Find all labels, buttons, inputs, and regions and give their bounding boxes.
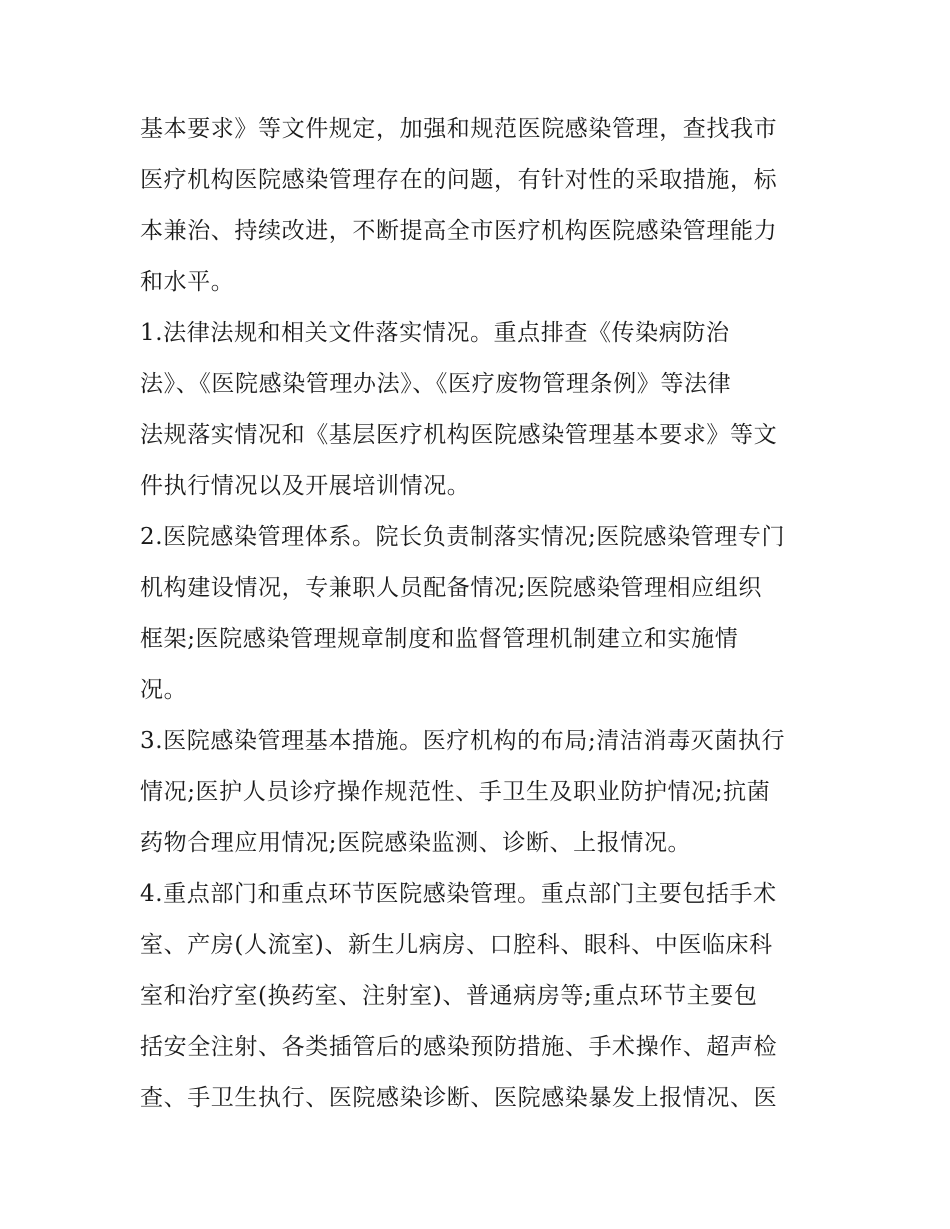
text-line: 基本要求》等文件规定，加强和规范医院感染管理，查找我市: [140, 116, 778, 142]
text-line: 括安全注射、各类插管后的感染预防措施、手术操作、超声检: [140, 1034, 778, 1060]
section-3-heading-line: 3.医院感染管理基本措施。医疗机构的布局;清洁消毒灭菌执行: [140, 728, 786, 754]
text-line: 药物合理应用情况;医院感染监测、诊断、上报情况。: [140, 830, 692, 856]
text-line: 况。: [140, 677, 188, 703]
text-line: 和水平。: [140, 269, 235, 295]
section-4-heading-line: 4.重点部门和重点环节医院感染管理。重点部门主要包括手术: [140, 881, 777, 907]
text-line: 情况;医护人员诊疗操作规范性、手卫生及职业防护情况;抗菌: [140, 779, 771, 805]
text-line: 室、产房(人流室)、新生儿病房、口腔科、眼科、中医临床科: [140, 932, 773, 958]
text-line: 法》、《医院感染管理办法》、《医疗废物管理条例》等法律: [140, 371, 732, 397]
text-line: 法规落实情况和《基层医疗机构医院感染管理基本要求》等文: [140, 422, 778, 448]
section-1-heading-line: 1.法律法规和相关文件落实情况。重点排查《传染病防治: [140, 320, 730, 346]
document-body: [140, 104, 820, 1124]
text-line: 本兼治、持续改进，不断提高全市医疗机构医院感染管理能力: [140, 218, 778, 244]
text-line: 框架;医院感染管理规章制度和监督管理机制建立和实施情: [140, 626, 739, 652]
text-line: 件执行情况以及开展培训情况。: [140, 473, 471, 499]
text-line: 医疗机构医院感染管理存在的问题，有针对性的采取措施，标: [140, 167, 778, 193]
text-line: 机构建设情况，专兼职人员配备情况;医院感染管理相应组织: [140, 575, 762, 601]
text-line: 查、手卫生执行、医院感染诊断、医院感染暴发上报情况、医: [140, 1085, 778, 1111]
text-line: 室和治疗室(换药室、注射室)、普通病房等;重点环节主要包: [140, 983, 758, 1009]
section-2-heading-line: 2.医院感染管理体系。院长负责制落实情况;医院感染管理专门: [140, 524, 786, 550]
